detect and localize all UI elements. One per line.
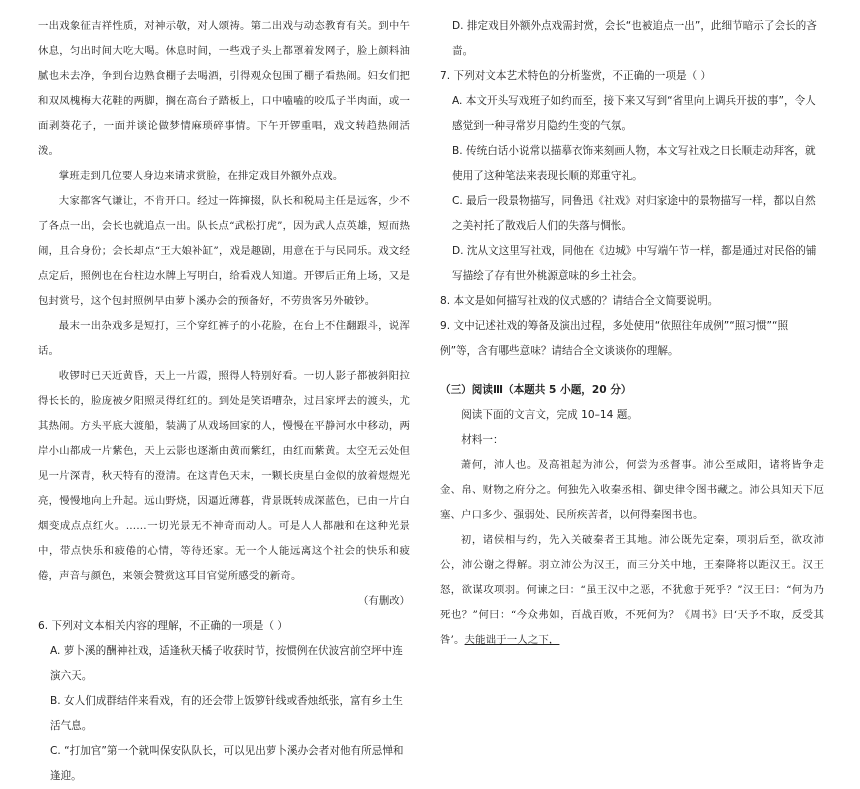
right-column [440, 14, 824, 653]
left-column [38, 14, 410, 789]
passage-paragraph: 最末一出杂戏多是短打，三个穿红裤子的小花脸，在台上不住翻跟斗，说浑话。 [38, 320, 410, 357]
question-7: 7. 下列对文本艺术特色的分析鉴赏，不正确的一项是（ ） [440, 70, 712, 82]
section-instructions: 阅读下面的文言文，完成 10–14 题。 [461, 409, 638, 421]
passage-paragraph: 大家都客气谦让，不肯开口。经过一阵撺掇，队长和税局主任是远客，少不了各点一出，会长也就追点一出。队长点“武松打虎”，因为武人点英雄，短而热闹，且合身份；会长却点“王大娘补缸”，戏是趣剧，用意在于与民同乐。戏文经点定后，照例也在台柱边水牌上写明白，给看戏人知道。开锣后正角上场，又是包封赏号，这个包封照例早由萝卜溪办会的预备好，不劳贵客另外破钞。 [38, 195, 410, 307]
material-label: 材料一： [461, 434, 504, 446]
source-note: （有删改） [358, 595, 410, 607]
question-8: 8. 本文是如何描写社戏的仪式感的？请结合全文简要说明。 [440, 295, 719, 307]
question-6-option-d: D. 排定戏目外额外点戏需封赏，会长“也被追点一出”，此细节暗示了会长的吝啬。 [452, 20, 817, 57]
classical-text-main: 初，诸侯相与约，先入关破秦者王其地。沛公既先定秦，项羽后至，欲攻沛公，沛公谢之得解。羽立沛公为汉王，而三分关中地，王秦降将以距汉王。汉王怒，欲谋攻项羽。何谏之曰：“虽王汉中之恶，不犹愈于死乎？”汉王曰：“何为乃死也？”何曰：“今众弗如，百战百败，不死何为？《周书》曰‘天予不取，反受其咎’。 [440, 534, 824, 646]
question-6-option-a: A. 萝卜溪的酬神社戏，适逢秋天橘子收获时节，按惯例在伏波宫前空坪中连演六天。 [50, 645, 403, 682]
question-9: 9. 文中记述社戏的筹备及演出过程，多处使用“依照往年成例”“照习惯”“照例”等，含有哪些意味？请结合全文谈谈你的理解。 [440, 320, 789, 357]
classical-text-paragraph: 萧何，沛人也。及高祖起为沛公，何尝为丞督事。沛公至咸阳，诸将皆争走金、帛、财物之府分之。何独先入收秦丞相、御史律令图书藏之。沛公具知天下厄塞、户口多少、强弱处、民所疾苦者，以何得秦图书也。 [440, 459, 824, 521]
question-7-option-b: B. 传统白话小说常以描摹衣饰来刻画人物，本文写社戏之日长顺走动拜客，就使用了这种笔法来表现长顺的郑重守礼。 [452, 145, 816, 182]
classical-text-paragraph [440, 528, 824, 653]
question-6-option-b: B. 女人们成群结伴来看戏，有的还会带上饭箩针线或香烛纸张，富有乡土生活气息。 [50, 695, 403, 732]
passage-paragraph: 掌班走到几位要人身边来请求赏脸，在排定戏目外额外点戏。 [58, 170, 344, 182]
underlined-sentence: 夫能诎于一人之下， [464, 634, 560, 646]
question-6-option-c: C. “打加官”第一个就叫保安队队长，可以见出萝卜溪办会者对他有所忌惮和逢迎。 [50, 745, 404, 782]
question-7-option-a: A. 本文开头写戏班子如约而至，接下来又写到“省里向上调兵开拔的事”，令人感觉到一种寻常岁月隐约生变的气氛。 [452, 95, 816, 132]
passage-paragraph: 收锣时已天近黄昏，天上一片霞，照得人特别好看。一切人影子都被斜阳拉得长长的，脸庞被夕阳照灵得红红的。到处是笑语嘈杂，过吕家坪去的渡头，尤其热闹。方头平底大渡船，装满了从戏场回家的人，慢慢在平静河水中移动，两岸小山都成一片紫色，天上云影也逐渐由黄而紫红，由红而紫黄。太空无云处但见一片深青，秋天特有的澄清。在这青色天末，一颗长庚星白金似的放着煜煜光亮，慢慢地向上升起。远山野烧，因逼近薄暮，背景既转成深蓝色，已由一片白烟变成点点红火。……一切光景无不神奇而动人。可是人人都融和在这种光景中，带点快乐和疲倦的心情，等待还家。无一个人能远离这个社会的快乐和疲倦，声音与颜色，来领会赞赏这耳目官觉所感受的新奇。 [38, 370, 410, 582]
passage-paragraph: 一出戏象征吉祥性质，对神示敬，对人颂祷。第二出戏与动态教育有关。到中午休息，匀出时间大吃大喝。休息时间，一些戏子头上都罩着发网子，脸上颜料油腻也未去净，争到台边熟食棚子去喝酒，引得观众包围了棚子看热闹。妇女们把和双凤槐梅大花鞋的两脚，搁在高台子踏板上，口中嗑嗑的咬瓜子半肉面，或一面剥葵花子，一面并谈论做梦情麻琐碎事情。下午开锣重唱，戏文转趋热闹活泼。 [38, 20, 410, 157]
question-7-option-d: D. 沈从文这里写社戏，同他在《边城》中写端午节一样，都是通过对民俗的铺写描绘了存有世外桃源意味的乡土社会。 [452, 245, 817, 282]
question-7-option-c: C. 最后一段景物描写，同鲁迅《社戏》对归家途中的景物描写一样，都以自然之美衬托了散戏后人们的失落与惆怅。 [452, 195, 816, 232]
section-heading: （三）阅读Ⅲ（本题共 5 小题，20 分） [440, 384, 632, 396]
question-6: 6. 下列对文本相关内容的理解，不正确的一项是（ ） [38, 620, 288, 632]
